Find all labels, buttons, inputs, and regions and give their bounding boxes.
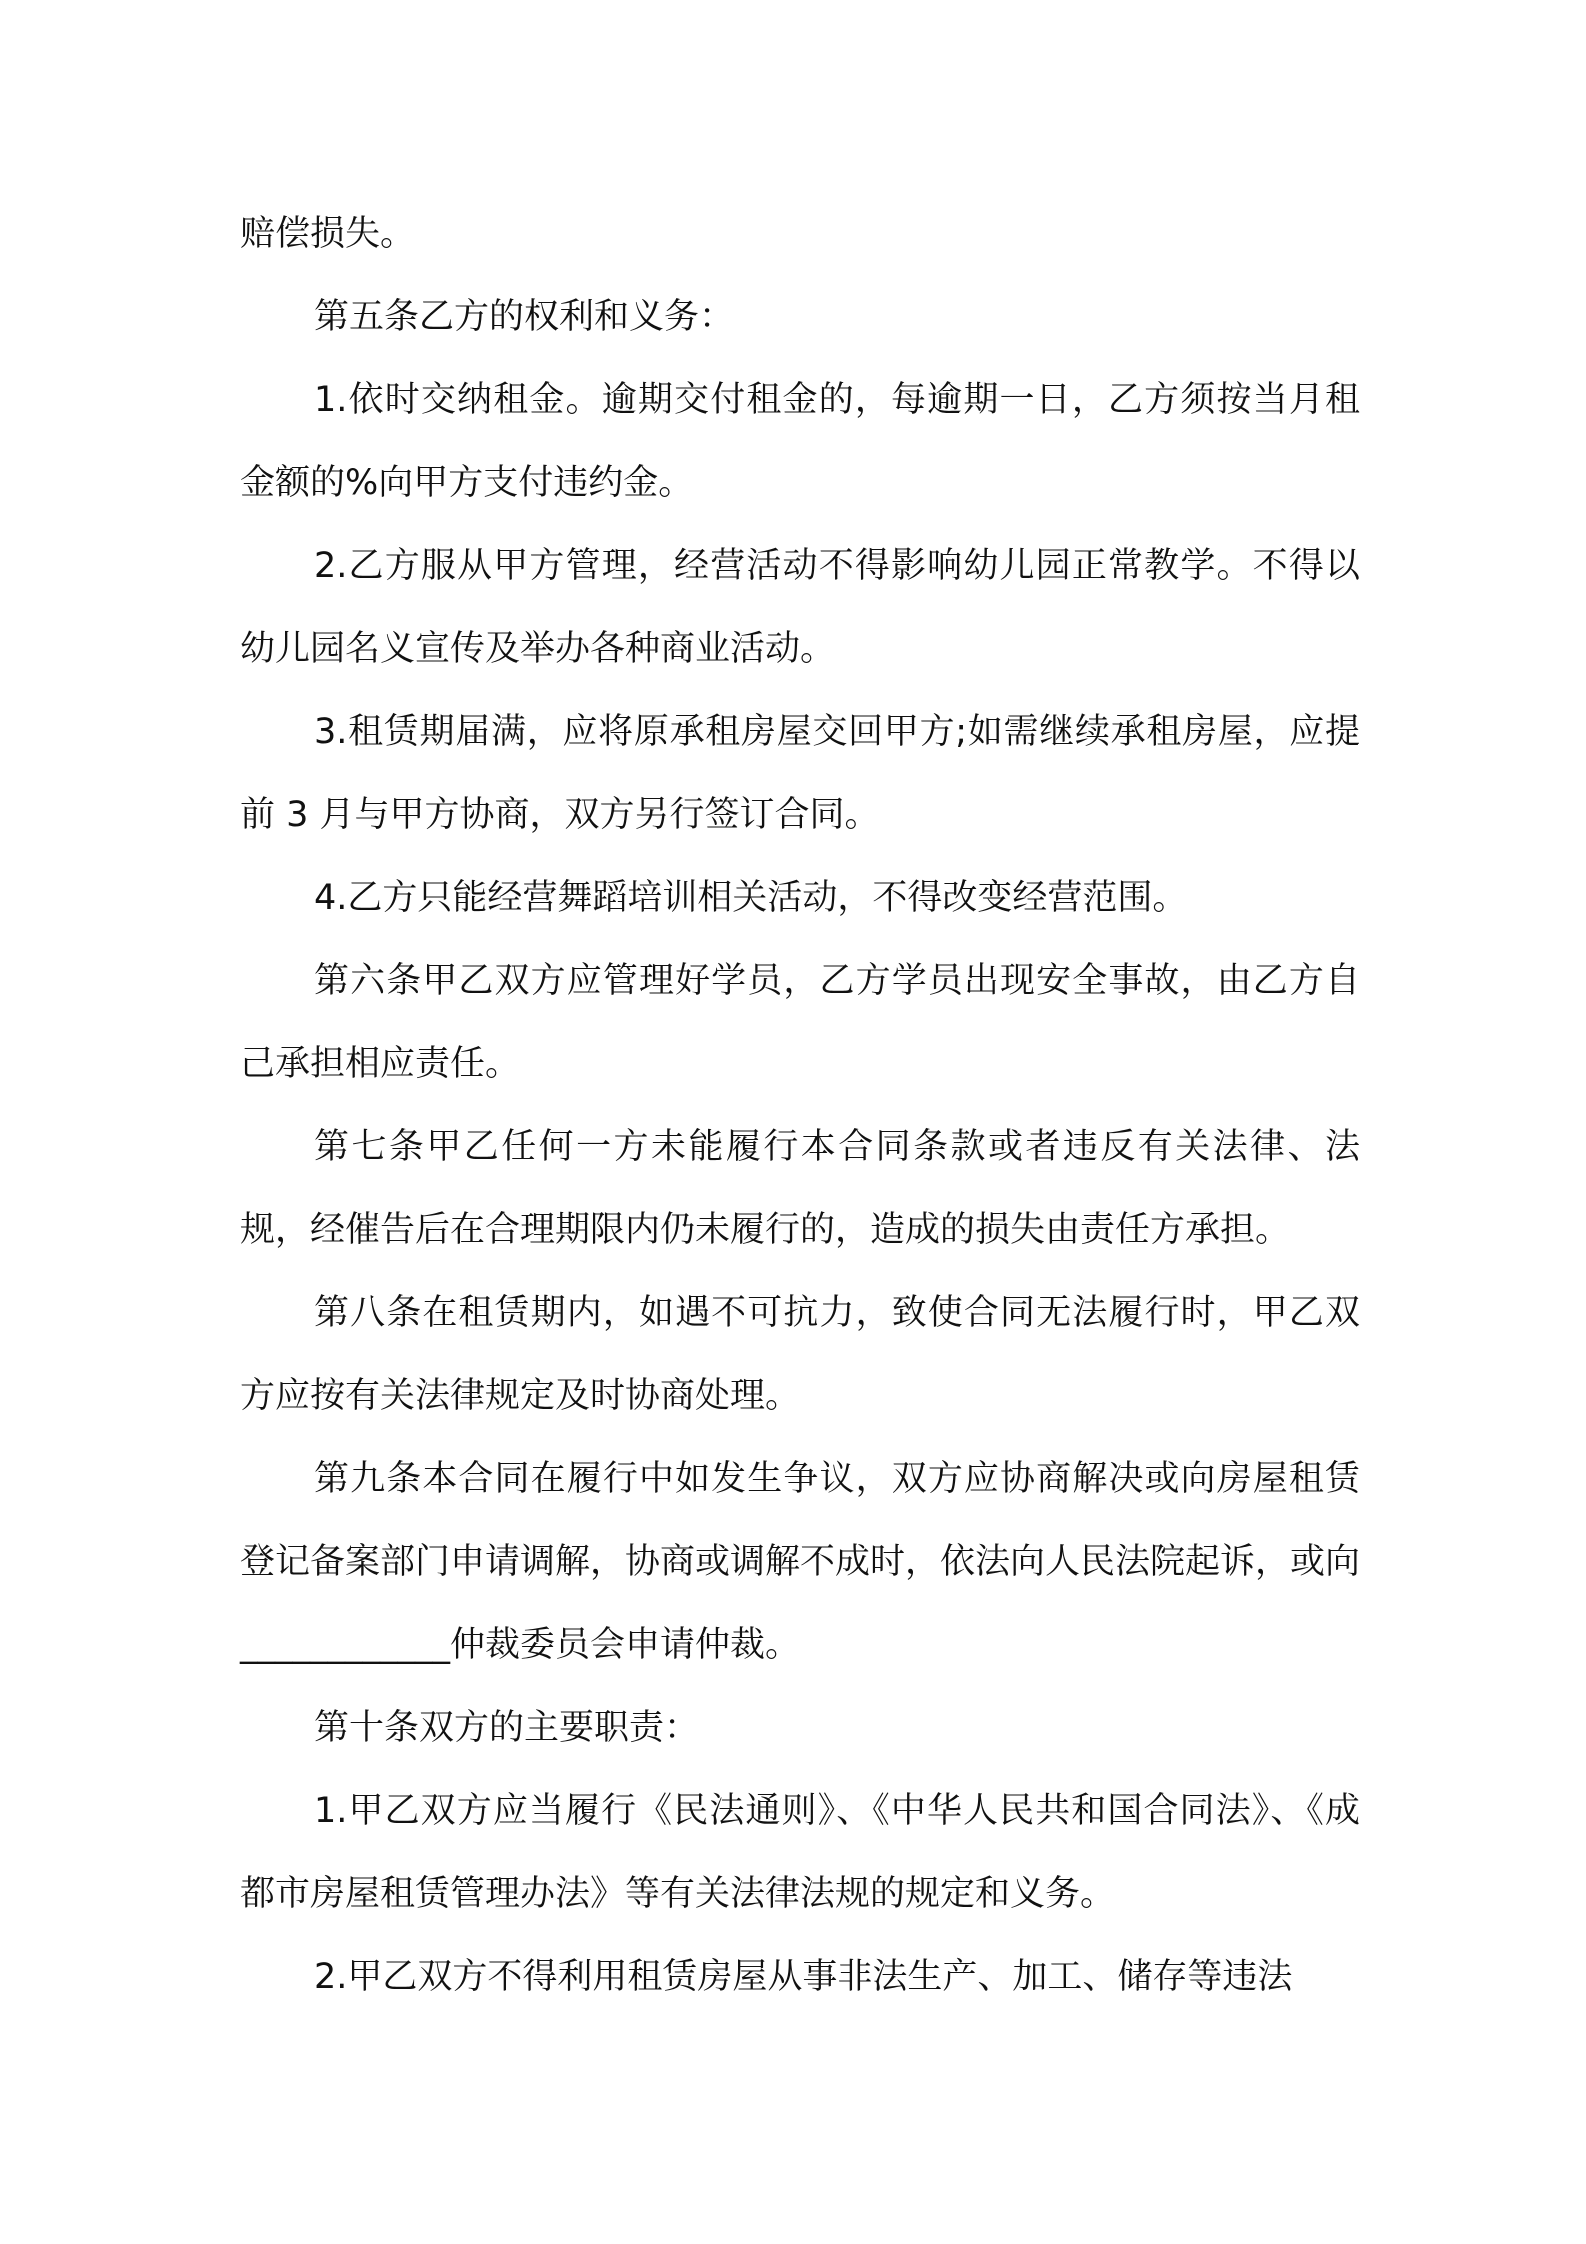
article-9: 第九条本合同在履行中如发生争议，双方应协商解决或向房屋租赁登记备案部门申请调解，协商或调解不成时，依法向人民法院起诉，或向____________仲裁委员会申请仲裁。 [240, 1459, 1361, 1665]
article-5-item-2: 2.乙方服从甲方管理，经营活动不得影响幼儿园正常教学。不得以幼儿园名义宣传及举办各种商业活动。 [240, 546, 1360, 669]
article-5-item-4: 4.乙方只能经营舞蹈培训相关活动，不得改变经营范围。 [314, 878, 1188, 918]
article-6: 第六条甲乙双方应管理好学员，乙方学员出现安全事故，由乙方自己承担相应责任。 [240, 961, 1360, 1084]
article-10-item-2: 2.甲乙双方不得利用租赁房屋从事非法生产、加工、储存等违法 [314, 1957, 1293, 1997]
article-8: 第八条在租赁期内，如遇不可抗力，致使合同无法履行时，甲乙双方应按有关法律规定及时协商处理。 [240, 1293, 1360, 1416]
article-7: 第七条甲乙任何一方未能履行本合同条款或者违反有关法律、法规，经催告后在合理期限内仍未履行的，造成的损失由责任方承担。 [240, 1127, 1360, 1250]
article-5-item-1: 1.依时交纳租金。逾期交付租金的，每逾期一日，乙方须按当月租金额的%向甲方支付违约金。 [240, 380, 1360, 503]
paragraph-continuation: 赔偿损失。 [240, 214, 416, 254]
article-10-heading: 第十条双方的主要职责： [314, 1708, 700, 1748]
article-10-item-1: 1.甲乙双方应当履行《民法通则》、《中华人民共和国合同法》、《成都市房屋租赁管理办法》等有关法律法规的规定和义务。 [240, 1791, 1360, 1914]
article-5-item-3: 3.租赁期届满，应将原承租房屋交回甲方;如需继续承租房屋，应提前 3 月与甲方协商，双方另行签订合同。 [240, 712, 1360, 835]
document-body [240, 193, 1360, 2019]
article-5-heading: 第五条乙方的权利和义务： [314, 297, 735, 337]
